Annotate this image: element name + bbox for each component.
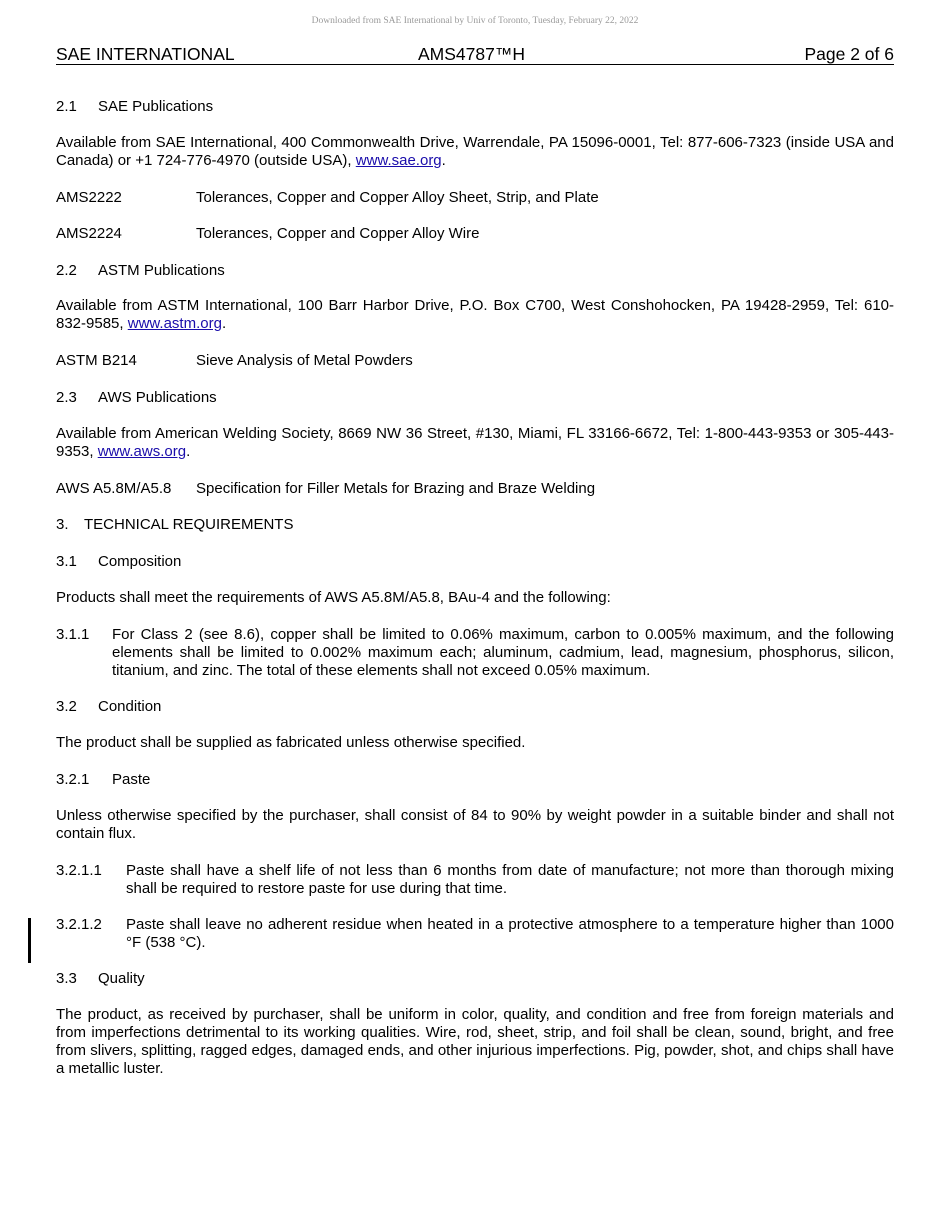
revision-change-bar [28, 918, 31, 963]
condition-paragraph: The product shall be supplied as fabricated unless otherwise specified. [56, 734, 526, 751]
section-heading-2-3: 2.3 AWS Publications [56, 389, 217, 406]
astm-availability-paragraph: Available from ASTM International, 100 Barr Harbor Drive, P.O. Box C700, West Conshohocken, PA 19428-2959, Tel: 610-832-9585, www.astm.org. [56, 297, 894, 332]
aws-availability-paragraph: Available from American Welding Society, 8669 NW 36 Street, #130, Miami, FL 33166-6672, Tel: 1-800-443-9353 or 305-443-9353, www.aws.org. [56, 425, 894, 460]
astm-link[interactable]: www.astm.org [127, 315, 222, 332]
section-heading-2-1: 2.1 SAE Publications [56, 98, 214, 115]
section-heading-3: 3. TECHNICAL REQUIREMENTS [56, 516, 294, 533]
clause-3-2-1-1: 3.2.1.1 Paste shall have a shelf life of not less than 6 months from date of manufacture; not more than thorough mixing shall be required to restore paste for use during that time. [56, 862, 894, 897]
section-heading-3-2: 3.2 Condition [56, 698, 162, 715]
sae-link[interactable]: www.sae.org [355, 152, 442, 169]
composition-paragraph: Products shall meet the requirements of AWS A5.8M/A5.8, BAu-4 and the following: [56, 589, 611, 606]
clause-3-2-1-2: 3.2.1.2 Paste shall leave no adherent residue when heated in a protective atmosphere to a temperature higher than 1000 °F (538 °C). [56, 916, 894, 951]
section-heading-3-2-1: 3.2.1 Paste [56, 771, 151, 788]
clause-3-1-1: 3.1.1 For Class 2 (see 8.6), copper shall be limited to 0.06% maximum, carbon to 0.005% maximum, and the following elements shall be limited to 0.002% maximum each; aluminum, cadmium, lead, magnesium, phosphorus, silicon, titanium, and zinc. The total of these elements shall not exceed 0.05% maximum. [56, 626, 894, 679]
header-doc-number: AMS4787™H [418, 44, 525, 64]
download-watermark: Downloaded from SAE International by Univ of Toronto, Tuesday, February 22, 2022 [311, 16, 639, 26]
paste-paragraph: Unless otherwise specified by the purchaser, shall consist of 84 to 90% by weight powder in a suitable binder and shall not contain flux. [56, 807, 894, 842]
sae-availability-paragraph: Available from SAE International, 400 Commonwealth Drive, Warrendale, PA 15096-0001, Tel: 877-606-7323 (inside USA and Canada) or +1 724-776-4970 (outside USA), www.sae.org. [56, 134, 894, 169]
aws-link[interactable]: www.aws.org [97, 443, 187, 460]
header-page-number: Page 2 of 6 [804, 44, 894, 64]
quality-paragraph: The product, as received by purchaser, shall be uniform in color, quality, and condition and free from foreign materials and from imperfections detrimental to its working qualities. Wire, rod, sheet, strip, and foil shall be clean, sound, bright, and free from slivers, splitting, ragged edges, damaged ends, and other injurious imperfections. Pig, powder, shot, and chips shall have a metallic luster. [56, 1006, 894, 1077]
section-heading-2-2: 2.2 ASTM Publications [56, 262, 225, 279]
page-header [56, 44, 894, 65]
header-org: SAE INTERNATIONAL [56, 44, 235, 64]
section-heading-3-3: 3.3 Quality [56, 970, 145, 987]
section-heading-3-1: 3.1 Composition [56, 553, 182, 570]
